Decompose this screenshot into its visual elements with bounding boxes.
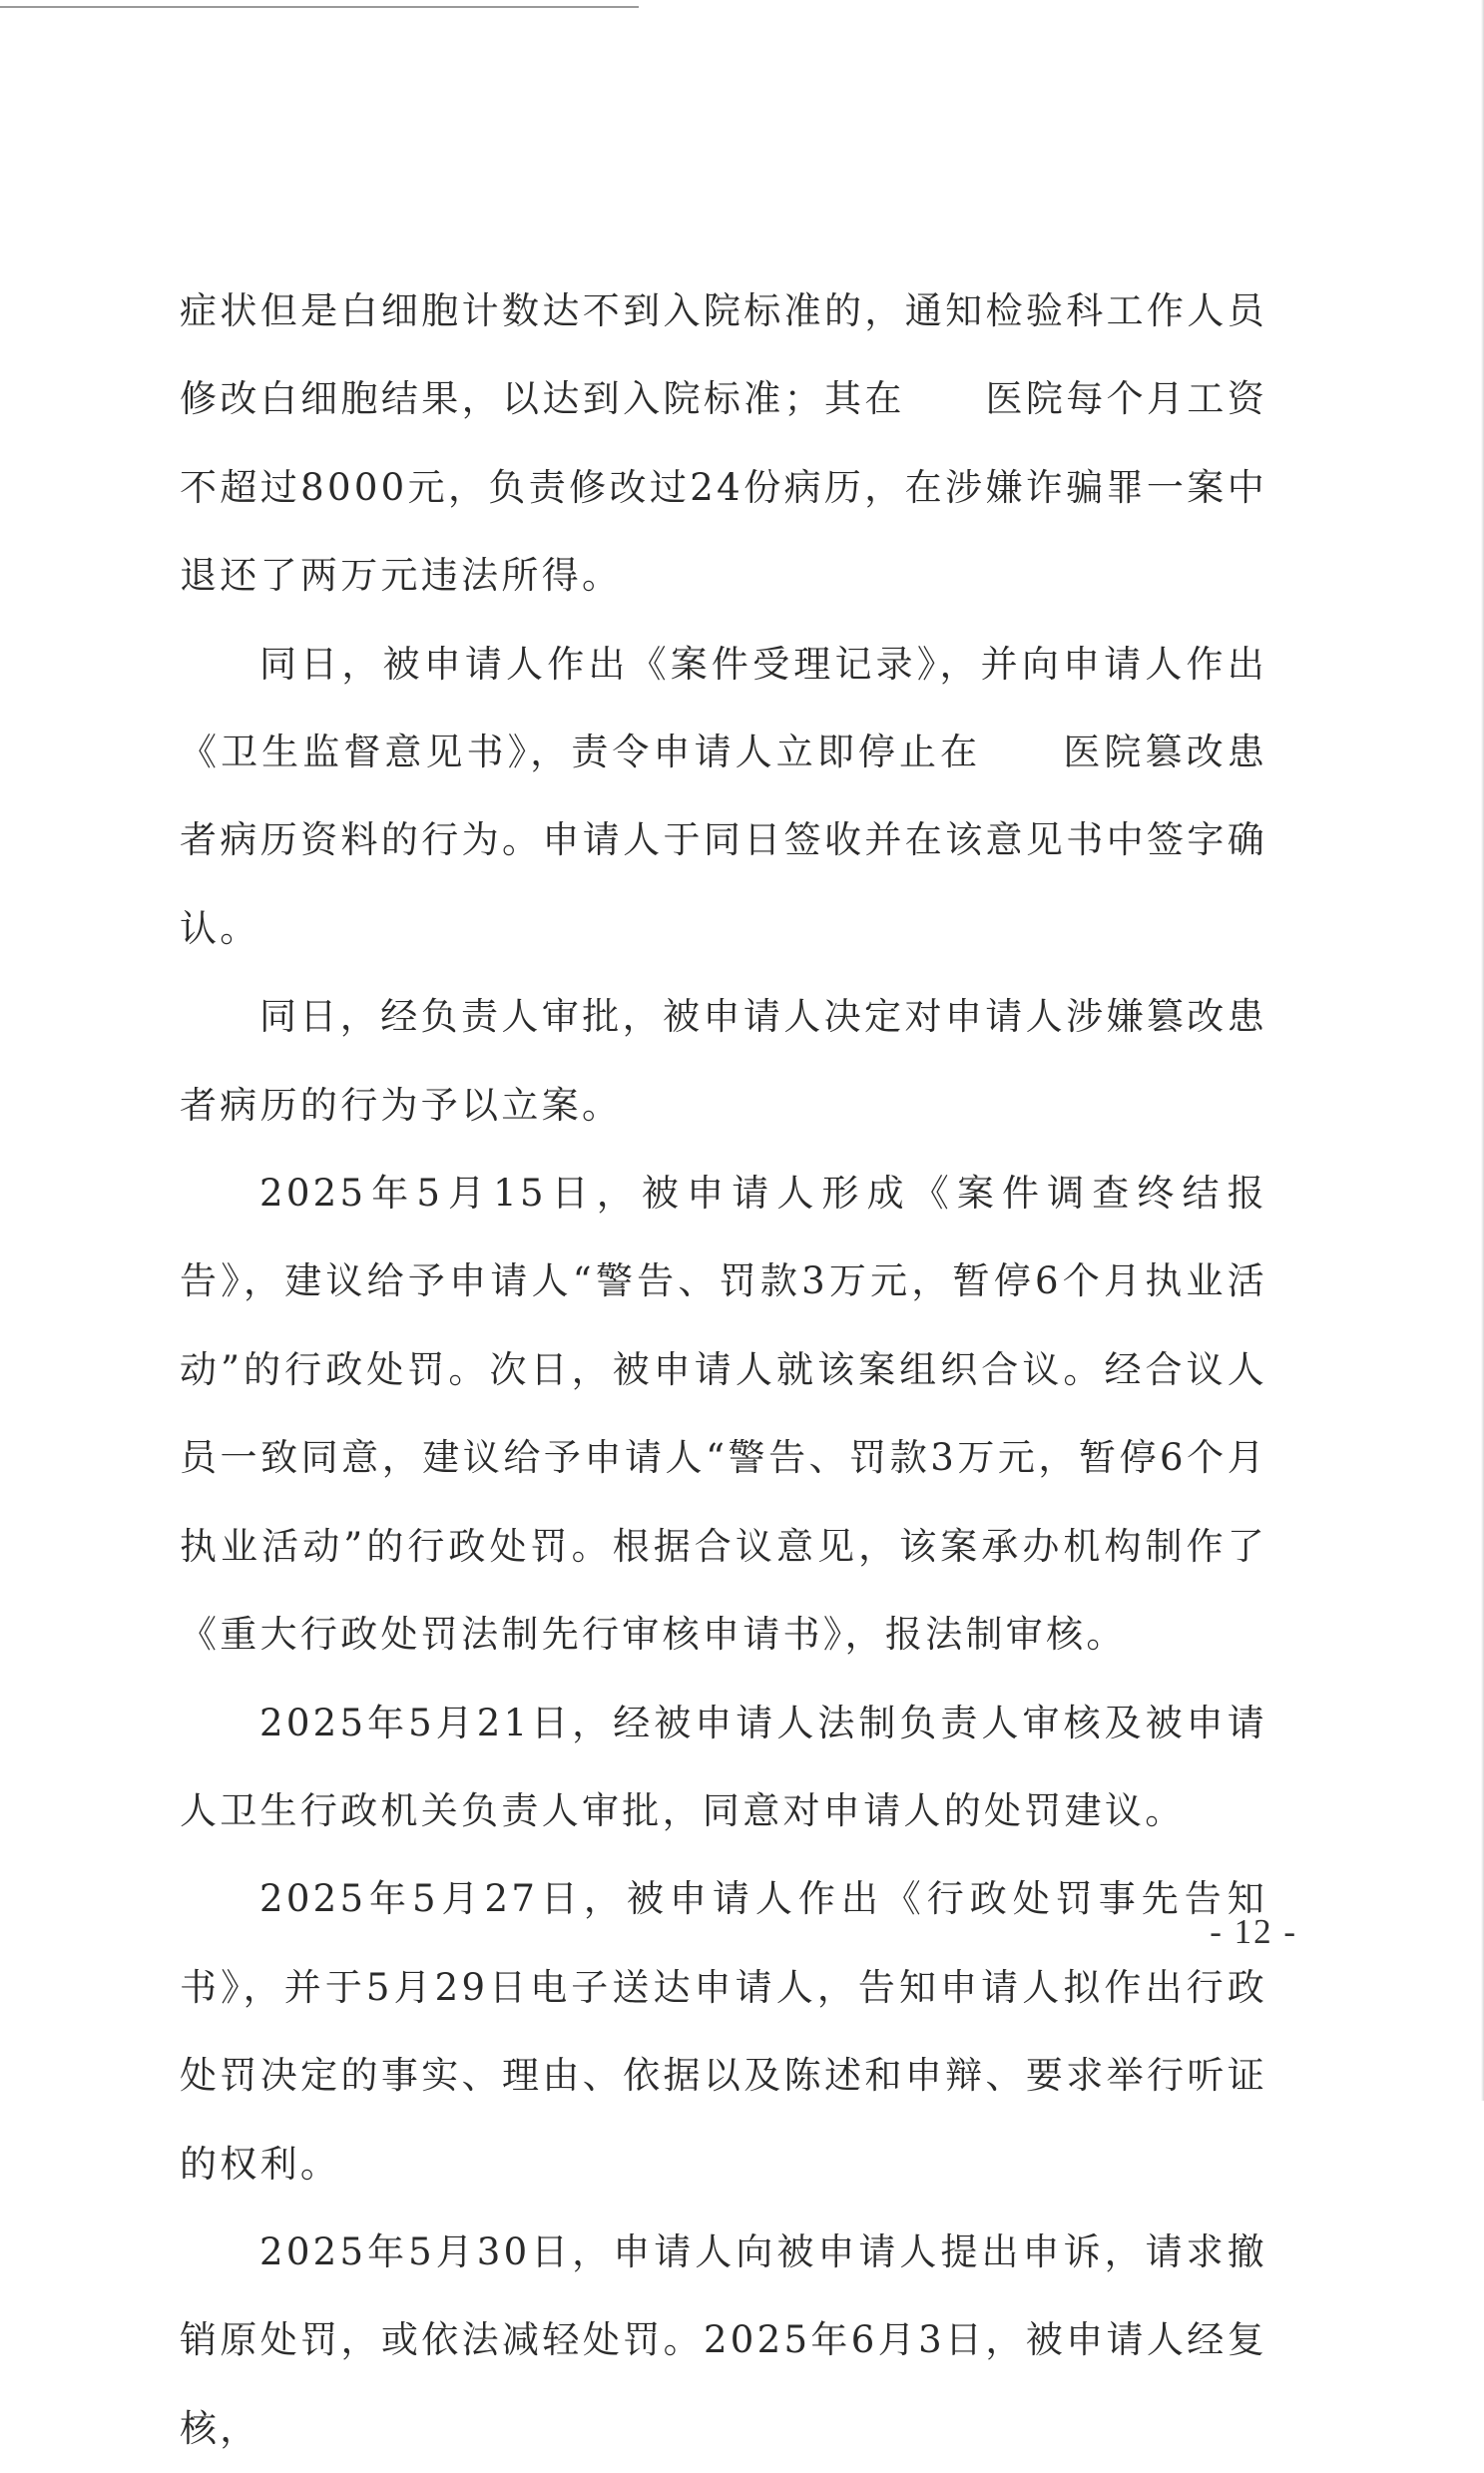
- paragraph: 同日，经负责人审批，被申请人决定对申请人涉嫌篡改患者病历的行为予以立案。: [180, 995, 1267, 1127]
- paragraph: 2025年5月30日，申请人向被申请人提出申诉，请求撤销原处罚，或依法减轻处罚。2025年6月3日，被申请人经复核，: [180, 2229, 1267, 2450]
- paragraph: 同日，被申请人作出《案件受理记录》，并向申请人作出《卫生监督意见书》，责令申请人立即停止在 医院篡改患者病历资料的行为。申请人于同日签收并在该意见书中签字确认。: [180, 642, 1267, 950]
- document-body: [180, 267, 1267, 2473]
- paragraph: 2025年5月27日，被申请人作出《行政处罚事先告知书》，并于5月29日电子送达申请人，告知申请人拟作出行政处罚决定的事实、理由、依据以及陈述和申辩、要求举行听证的权利。: [180, 1877, 1267, 2186]
- page-number: - 12 -: [1210, 1912, 1297, 1951]
- scan-edge-line: [0, 6, 639, 8]
- paragraph: 2025年5月15日，被申请人形成《案件调查终结报告》，建议给予申请人“警告、罚款3万元，暂停6个月执业活动”的行政处罚。次日，被申请人就该案组织合议。经合议人员一致同意，建议给予申请人“警告、罚款3万元，暂停6个月执业活动”的行政处罚。根据合议意见，该案承办机构制作了《重大行政处罚法制先行审核申请书》，报法制审核。: [180, 1172, 1267, 1657]
- paragraph-continuation: 症状但是白细胞计数达不到入院标准的，通知检验科工作人员修改白细胞结果，以达到入院标准；其在 医院每个月工资不超过8000元，负责修改过24份病历，在涉嫌诈骗罪一案中退还了两万元违法所得。: [180, 289, 1267, 598]
- paragraph: 2025年5月21日，经被申请人法制负责人审核及被申请人卫生行政机关负责人审批，同意对申请人的处罚建议。: [180, 1701, 1267, 1832]
